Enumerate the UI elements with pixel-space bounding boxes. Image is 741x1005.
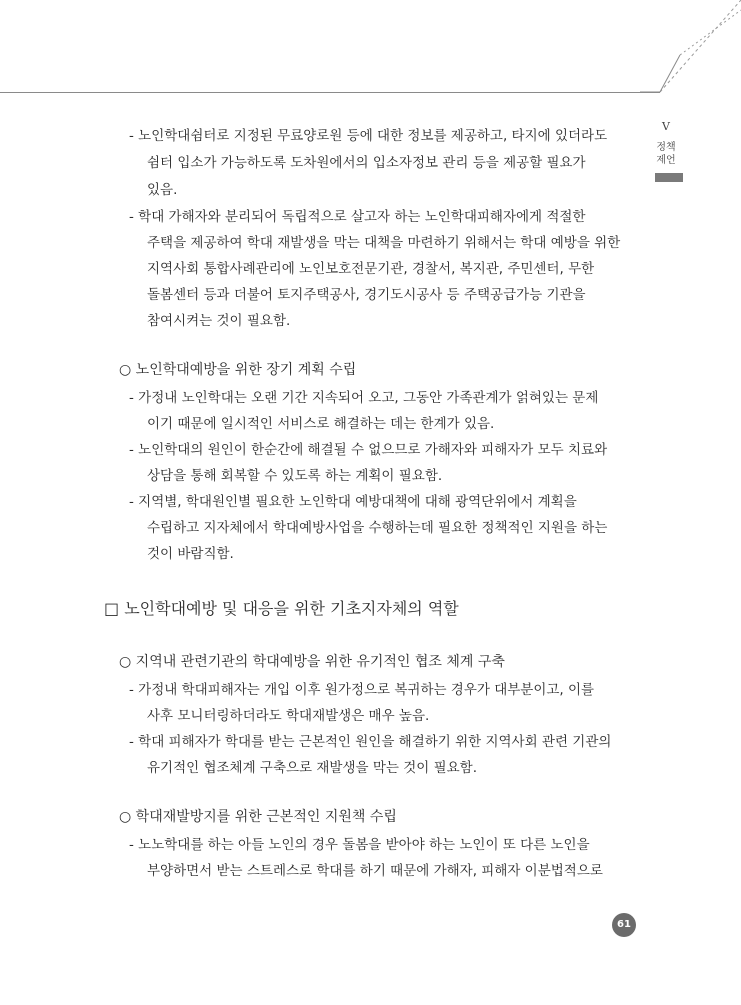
- section-heading: ○ 학대재발방지를 위한 근본적인 지원책 수립: [119, 809, 397, 825]
- body-line: - 가정내 학대피해자는 개입 이후 원가정으로 복귀하는 경우가 대부분이고, 이를: [129, 682, 595, 698]
- body-line: 수립하고 지자체에서 학대예방사업을 수행하는데 필요한 정책적인 지원을 하는: [147, 520, 608, 536]
- body-line: 있음.: [147, 182, 178, 198]
- chapter-bar: [655, 173, 683, 182]
- chapter-number: V: [662, 120, 670, 133]
- body-line: 주택을 제공하여 학대 재발생을 막는 대책을 마련하기 위해서는 학대 예방을 위한: [147, 235, 621, 251]
- body-line: 지역사회 통합사례관리에 노인보호전문기관, 경찰서, 복지관, 주민센터, 무한: [147, 261, 595, 277]
- chapter-tab: [655, 120, 685, 182]
- body-line: 사후 모니터링하더라도 학대재발생은 매우 높음.: [147, 708, 430, 724]
- body-line: 쉼터 입소가 가능하도록 도차원에서의 입소자정보 관리 등을 제공할 필요가: [147, 155, 586, 171]
- section-heading: ○ 노인학대예방을 위한 장기 계획 수립: [119, 362, 357, 378]
- section-heading: ○ 지역내 관련기관의 학대예방을 위한 유기적인 협조 체계 구축: [119, 654, 505, 670]
- body-line: 돌봄센터 등과 더불어 토지주택공사, 경기도시공사 등 주택공급가능 기관을: [147, 287, 586, 303]
- body-line: - 노인학대의 원인이 한순간에 해결될 수 없으므로 가해자와 피해자가 모두 치료와: [129, 442, 608, 458]
- chapter-label: 정책제언: [656, 142, 676, 166]
- body-line: 것이 바람직함.: [147, 546, 234, 562]
- body-line: 유기적인 협조체계 구축으로 재발생을 막는 것이 필요함.: [147, 760, 477, 776]
- body-line: - 노노학대를 하는 아들 노인의 경우 돌봄을 받아야 하는 노인이 또 다른 노인을: [129, 837, 590, 853]
- body-line: - 지역별, 학대원인별 필요한 노인학대 예방대책에 대해 광역단위에서 계획을: [129, 494, 577, 510]
- body-line: 부양하면서 받는 스트레스로 학대를 하기 때문에 가해자, 피해자 이분법적으로: [147, 863, 603, 879]
- body-line: - 가정내 노인학대는 오랜 기간 지속되어 오고, 그동안 가족관계가 얽혀있는 문제: [129, 390, 599, 406]
- body-line: 상담을 통해 회복할 수 있도록 하는 계획이 필요함.: [147, 468, 443, 484]
- body-line: 참여시켜는 것이 필요함.: [147, 313, 291, 329]
- body-line: - 학대 가해자와 분리되어 독립적으로 살고자 하는 노인학대피해자에게 적절한: [129, 209, 586, 225]
- page-number: 61: [612, 913, 636, 937]
- body-line: 이기 때문에 일시적인 서비스로 해결하는 데는 한계가 있음.: [147, 416, 495, 432]
- corner-decoration: [640, 0, 741, 95]
- body-line: - 노인학대쉼터로 지정된 무료양로원 등에 대한 정보를 제공하고, 타지에 있더라도: [129, 128, 608, 144]
- chapter-heading: □ 노인학대예방 및 대응을 위한 기초지자체의 역할: [104, 599, 459, 618]
- header-rule: [0, 92, 660, 93]
- body-line: - 학대 피해자가 학대를 받는 근본적인 원인을 해결하기 위한 지역사회 관련 기관의: [129, 734, 612, 750]
